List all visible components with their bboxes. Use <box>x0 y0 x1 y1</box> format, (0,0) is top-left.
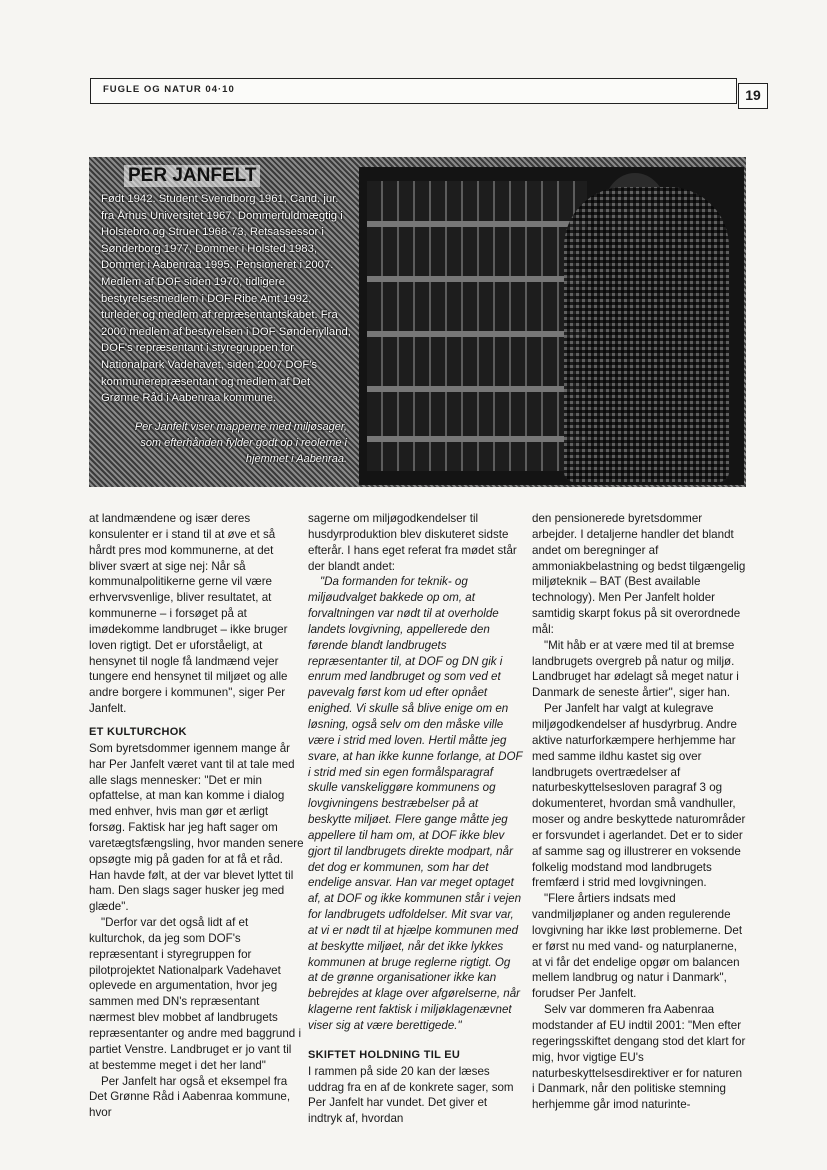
bio-feature <box>89 157 746 487</box>
page-number: 19 <box>745 87 761 103</box>
bio-name: PER JANFELT <box>124 165 260 187</box>
paragraph: Som byretsdommer igennem mange år har Per Janfelt været vant til at tale med alle slags mennesker: "Det er min opfattelse, at man kan komme i dialog med enhver, hvis man gør et ærligt forsøg. Faktisk har jeg haft sager om varetægtsfængsling, hvor manden senere opsøgte mig på gaden for at få et råd. Han havde følt, at der var blevet lyttet til ham. Den slags sager husker jeg med glæde". <box>89 741 304 914</box>
subheading: ET KULTURCHOK <box>89 725 187 738</box>
column-3 <box>532 511 747 1113</box>
paragraph: Per Janfelt har valgt at kulegrave miljøgodkendelser af husdyrbrug. Andre aktive naturforkæmpere herhjemme har med samme ildhu kastet sig over landbrugets overtrædelser af naturbeskyttelsesloven paragraf 3 og dokumenteret, hvordan små vandhuller, moser og andre beskyttede naturområder er forsvundet i agerlandet. Det er to sider af samme sag og illustrerer en voksende folkelig modstand mod landbrugets fremfærd i strid med lovgivningen. <box>532 702 746 890</box>
paragraph: Selv var dommeren fra Aabenraa modstander af EU indtil 2001: "Men efter regeringsskiftet dengang stod det klart for mig, hvor vigtige EU's naturbeskyttelsesdirektiver er for naturen i Danmark, når den politiske stemning herhjemme går imod naturinte- <box>532 1003 746 1112</box>
paragraph: "Flere årtiers indsats med vandmiljøplaner og anden regulerende lovgivning har ikke løst problemerne. Det er først nu med vand- og naturplanerne, at vi får det endelige opgør om balancen mellem landbrug og natur i Danmark", forudser Per Janfelt. <box>532 892 743 1001</box>
paragraph: I rammen på side 20 kan der læses uddrag fra en af de konkrete sager, som Per Janfelt har vundet. Det giver et indtryk af, hvordan <box>308 1064 514 1126</box>
paragraph: "Mit håb er at være med til at bremse landbrugets overgreb på natur og miljø. Landbruget har ødelagt så meget natur i Danmark de seneste årtier", siger han. <box>532 638 739 700</box>
person-figure <box>564 187 729 482</box>
bio-text: Født 1942. Student Svendborg 1961, Cand. jur. fra Århus Universitet 1967. Dommerfuldmægtig i Holstebro og Struer 1968-73, Retsassessor i Sønderborg 1977, Dommer i Holsted 1983, Dommer i Aabenraa 1995. Pensioneret i 2007. Medlem af DOF siden 1970, tidligere bestyrelsesmedlem i DOF Ribe Amt 1992, turleder og medlem af repræsentantskabet. Fra 2000 medlem af bestyrelsen i DOF Sønderjylland, DOF's repræsentant i styregruppen for Nationalpark Vadehavet, siden 2007 DOF's kommunerepræsentant og medlem af Det Grønne Råd i Aabenraa kommune. <box>101 193 351 405</box>
paragraph: den pensionerede byretsdommer arbejder. I detaljerne handler det blandt andet om beregninger af ammoniakbelastning og bedst tilgængelig miljøteknik – BAT (Best available technology). Men Per Janfelt holder samtidig skarpt fokus på sit overordnede mål: <box>532 512 746 636</box>
column-2 <box>308 511 523 1127</box>
portrait-photo <box>359 167 744 485</box>
paragraph: sagerne om miljøgodkendelser til husdyrproduktion blev diskuteret sidste efterår. I hans eget referat fra mødet står der blandt andet: <box>308 512 517 573</box>
page-number-box <box>738 83 768 109</box>
archive-shelves <box>367 181 587 471</box>
column-1 <box>89 511 304 1121</box>
quote-paragraph: "Da formanden for teknik- og miljøudvalget bakkede op om, at forvaltningen var nødt til at overholde landets lovgivning, appellerede den førende blandt landbrugets repræsentanter til, at DOF og DN gik i enrum med landbruget og som ved et pavevalg først kom ud efter opnået enighed. Vi skulle så blive enige om en løsning, også selv om den måske ville være i strid med loven. Hertil måtte jeg svare, at han ikke kunne forlange, at DOF i strid med sin egen formålsparagraf skulle vanskeliggøre kommunens og lovgivningens bestræbelser på at beskytte miljøet. Flere gange måtte jeg appellere til ham om, at DOF ikke blev gjort til landbrugets direkte modpart, når det dog er kommunen, som har det endelige ansvar. Han var meget optaget af, at DOF og ikke kommunen står i vejen for landbrugets udfoldelser. Mit svar var, at vi er nødt til at hjælpe kommunen med at beskytte miljøet, når det ikke lykkes kommunen at bruge reglerne rigtigt. Og at de grønne organisationer ikke kan bebrejdes at klage over afgørelserne, når klagerne rent faktisk i miljøklagenævnet viser sig at være berettigede." <box>308 575 523 1032</box>
running-header <box>90 78 737 104</box>
paragraph: Per Janfelt har også et eksempel fra Det Grønne Råd i Aabenraa kommune, hvor <box>89 1074 291 1120</box>
paragraph: "Derfor var det også lidt af et kulturchok, da jeg som DOF's repræsentant i styregruppen for pilotprojektet Nationalpark Vadehavet oplevede en argumentation, hvor jeg sammen med DN's repræsentant nærmest blev mobbet af landbrugets repræsentanter og andre med baggrund i partiet Venstre. Landbruget er jo vant til at bestemme meget i det her land" <box>89 916 302 1072</box>
subheading: SKIFTET HOLDNING TIL EU <box>308 1048 461 1061</box>
paragraph: at landmændene og især deres konsulenter er i stand til at øve et så hårdt pres mod kommunerne, at det bliver svært at sige nej: Når så kommunalpolitikerne gerne vil være erhvervsvenlige, bliver resultatet, at kommunerne – i forsøget på at imødekomme landbruget – ikke bruger loven rigtigt. Det er uforståeligt, at hensynet til nogle få landmænd vejer tungere end hensynet til miljøet og alle andre borgere i kommunen", siger Per Janfelt. <box>89 512 288 716</box>
photo-caption: Per Janfelt viser mapperne med miljøsager, som efterhånden fylder godt op i reolerne i hjemmet i Aabenraa. <box>134 421 347 465</box>
magazine-title: FUGLE OG NATUR 04·10 <box>103 84 235 95</box>
